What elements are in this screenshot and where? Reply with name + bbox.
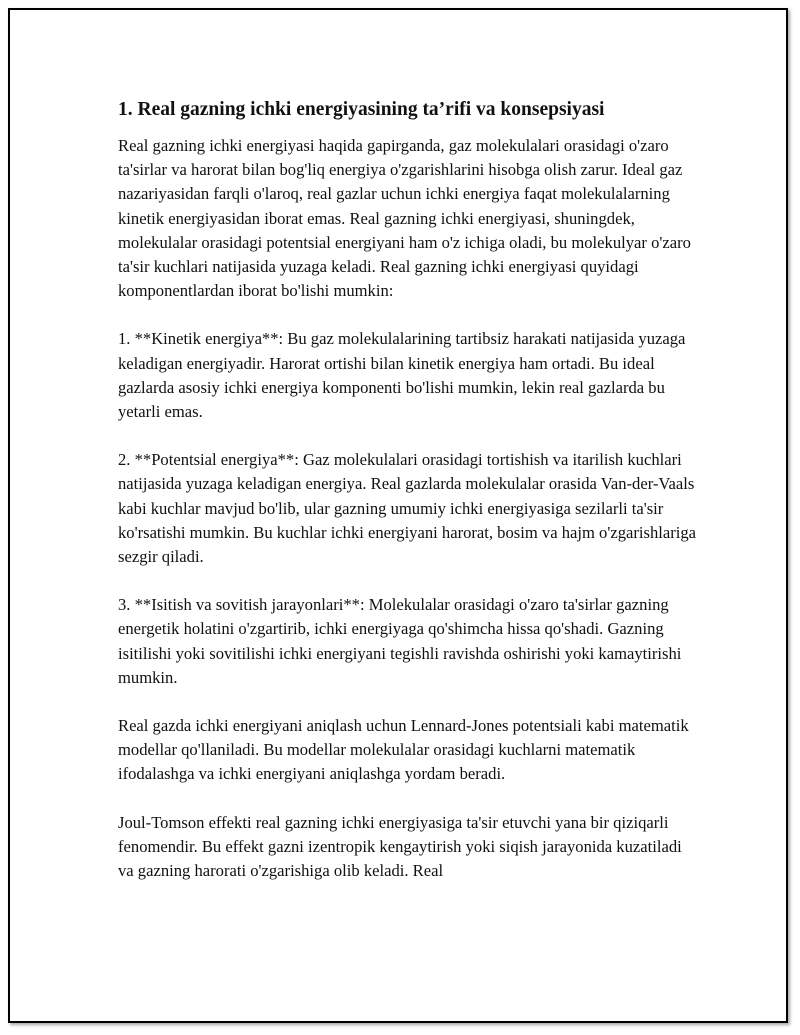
document-content <box>118 96 698 907</box>
paragraph-intro: Real gazning ichki energiyasi haqida gapirganda, gaz molekulalari orasidagi o'zaro ta'sirlar va harorat bilan bog'liq energiya o'zgarishlarini hisobga olish zarur. Ideal gaz nazariyasidan farqli o'laroq, real gazlar uchun ichki energiya faqat molekulalarning kinetik energiyasidan iborat emas. Real gazning ichki energiyasi, shuningdek, molekulalar orasidagi potentsial energiyani ham o'z ichiga oladi, bu molekulyar o'zaro ta'sir kuchlari natijasida yuzaga keladi. Real gazning ichki energiyasi quyidagi komponentlardan iborat bo'lishi mumkin: <box>118 136 691 301</box>
paragraph-lennard-jones: Real gazda ichki energiyani aniqlash uchun Lennard-Jones potentsiali kabi matematik modellar qo'llaniladi. Bu modellar molekulalar orasidagi kuchlarni matematik ifodalashga va ichki energiyani aniqlashga yordam beradi. <box>118 716 689 784</box>
paragraph-heating-cooling: 3. **Isitish va sovitish jarayonlari**: Molekulalar orasidagi o'zaro ta'sirlar gazning energetik holatini o'zgartirib, ichki energiyaga qo'shimcha hissa qo'shadi. Gazning isitilishi yoki sovitilishi ichki energiyani tegishli ravishda oshirishi yoki kamaytirishi mumkin. <box>118 595 682 687</box>
paragraph-joule-thomson: Joul-Tomson effekti real gazning ichki energiyasiga ta'sir etuvchi yana bir qiziqarli fenomendir. Bu effekt gazni izentropik kengaytirish yoki siqish jarayonida kuzatiladi va gazning harorati o'zgarishiga olib keladi. Real <box>118 812 682 881</box>
document-page <box>8 8 788 1023</box>
section-heading: 1. Real gazning ichki energiyasining ta’rifi va konsepsiyasi <box>118 99 605 120</box>
paragraph-kinetic-energy: 1. **Kinetik energiya**: Bu gaz molekulalarining tartibsiz harakati natijasida yuzaga keladigan energiyadir. Harorat ortishi bilan kinetik energiya ham ortadi. Bu ideal gazlarda asosiy ichki energiya komponenti bo'lishi mumkin, lekin real gazlarda bu yetarli emas. <box>118 329 686 422</box>
paragraph-potential-energy: 2. **Potentsial energiya**: Gaz molekulalari orasidagi tortishish va itarilish kuchlari natijasida yuzaga keladigan energiya. Real gazlarda molekulalar orasida Van-der-Vaals kabi kuchlar mavjud bo'lib, ular gazning umumiy ichki energiyasiga sezilarli ta'sir ko'rsatishi mumkin. Bu kuchlar ichki energiyani harorat, bosim va hajm o'zgarishlariga sezgir qiladi. <box>118 450 697 567</box>
